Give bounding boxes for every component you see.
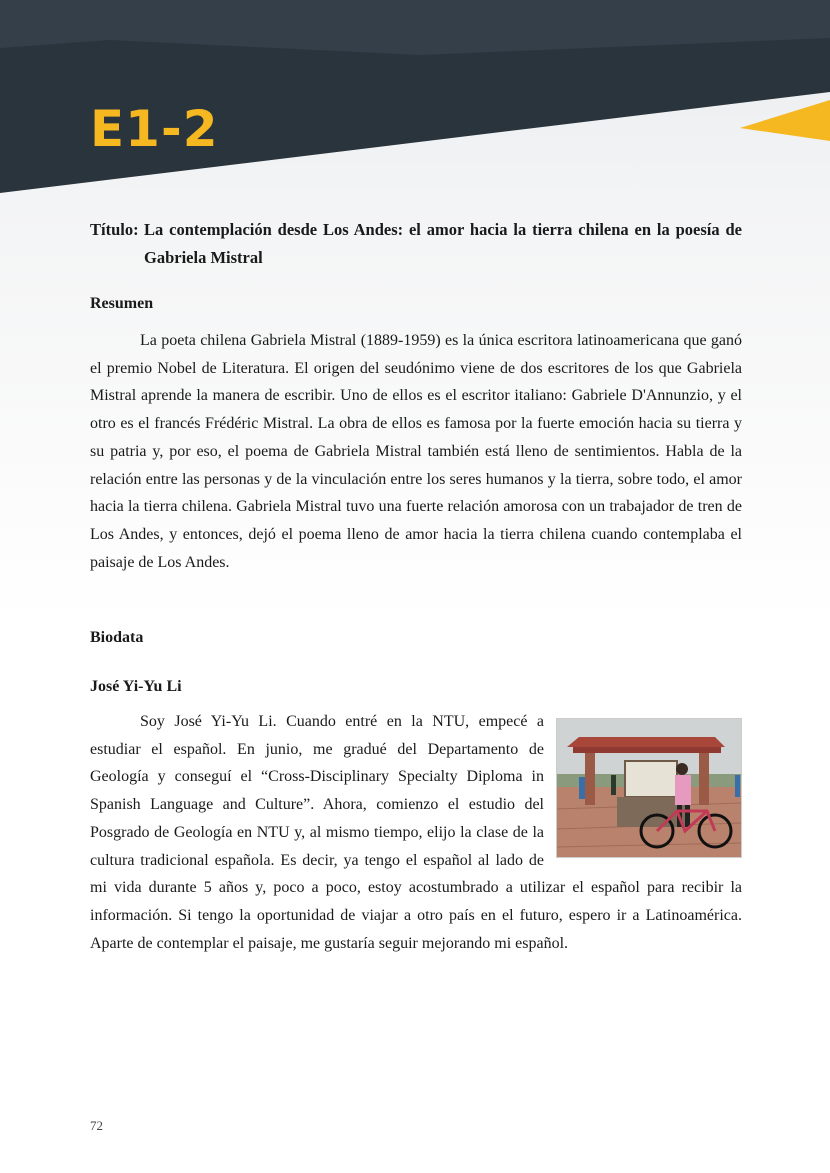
title-label: Título: <box>90 220 139 239</box>
biodata-heading: Biodata <box>90 629 144 646</box>
biodata-body <box>90 708 742 957</box>
page-number: 72 <box>90 1118 103 1133</box>
resumen-heading: Resumen <box>90 295 154 312</box>
biodata-paragraph: Soy José Yi-Yu Li. Cuando entré en la NTU, empecé a estudiar el español. En junio, me gradué del Departamento de Geología y conseguí el “Cross-Disciplinary Specialty Diploma in Spanish Language and Culture”. Ahora, comienzo el estudio del Posgrado de Geología en NTU y, al mismo tiempo, elijo la clase de la cultura tradicional española. Es decir, ya tengo el español al lado de mi vida durante 5 años y, poco a poco, estoy acostumbrado a utilizar el español para recibir la información. Si tengo la oportunidad de viajar a otro país en el futuro, espero ir a Latinoamérica. Aparte de contemplar el paisaje, me gustaría seguir mejorando mi español. <box>90 713 742 952</box>
resumen-paragraph: La poeta chilena Gabriela Mistral (1889-1959) es la única escritora latinoamericana que ganó el premio Nobel de Literatura. El origen del seudónimo viene de dos escritores de los que Gabriela Mistral aprende la manera de escribir. Uno de ellos es el escritor italiano: Gabriele D'Annunzio, y el otro es el francés Frédéric Mistral. La obra de ellos es famosa por la fuerte emoción hacia su tierra y su patria y, por eso, el poema de Gabriela Mistral también está lleno de sentimientos. Habla de la relación entre las personas y de la vinculación entre los seres humanos y la tierra, sobre todo, el amor hacia la tierra chilena. Gabriela Mistral tuvo una fuerte relación amorosa con un trabajador de tren de Los Andes, y entonces, dejó el poema lleno de amor hacia la tierra chilena cuando contemplaba el paisaje de Los Andes. <box>90 332 742 571</box>
section-code: E1-2 <box>90 100 219 158</box>
paper-title <box>90 216 742 272</box>
title-line-2: Gabriela Mistral <box>144 248 263 267</box>
author-name: José Yi-Yu Li <box>90 678 182 695</box>
banner-accent-stripe <box>740 100 830 141</box>
author-photo <box>556 718 742 858</box>
title-line-1: La contemplación desde Los Andes: el amor hacia la tierra chilena en la poesía de <box>144 220 742 239</box>
